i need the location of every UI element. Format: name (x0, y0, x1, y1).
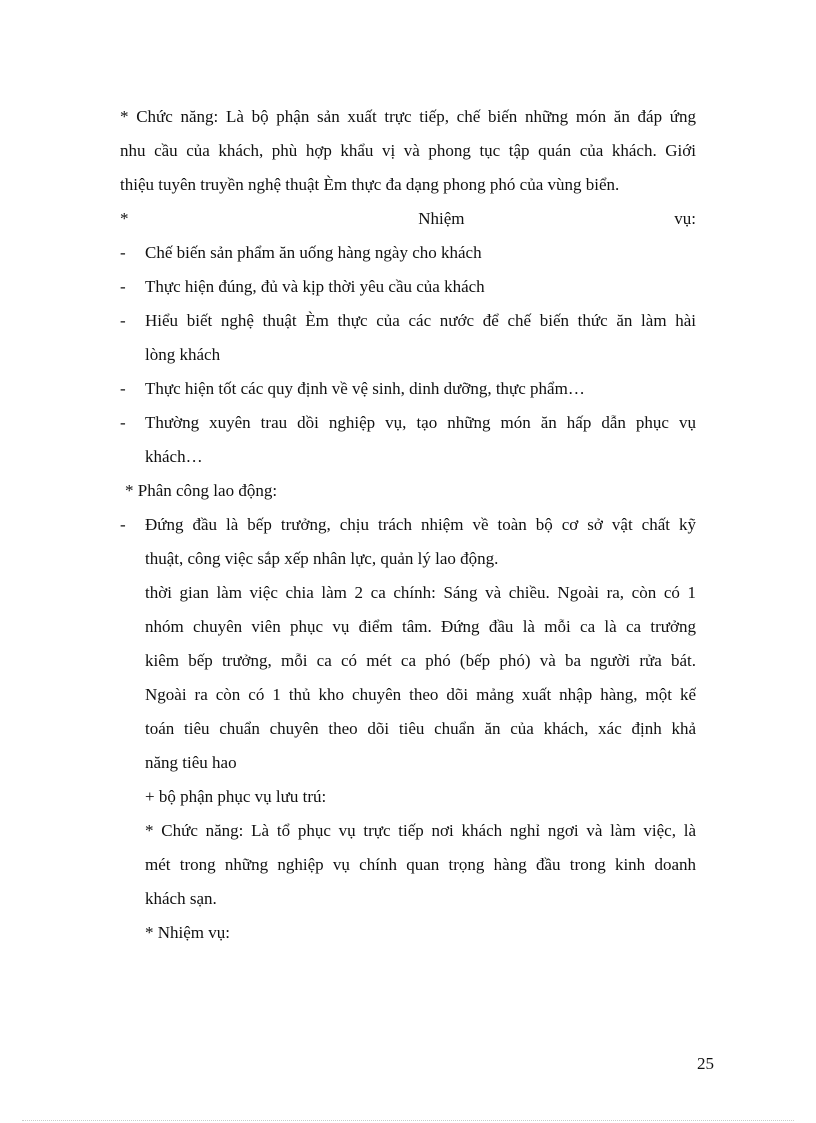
labor-heading: * Phân công lao động: (125, 481, 278, 500)
bullet-dash: - (120, 379, 126, 398)
duty-item (120, 406, 696, 440)
lodging-function-line-1: * Chức năng: Là tổ phục vụ trực tiếp nơi khách nghỉ ngơi và làm việc, là (145, 821, 696, 840)
duty-heading-word2: vụ: (674, 209, 696, 228)
bullet-dash: - (120, 311, 126, 330)
lodging-function-line-3: khách sạn. (145, 889, 217, 908)
duty-heading-word1: Nhiệm (418, 209, 465, 228)
page-bottom-divider (22, 1120, 794, 1121)
shift-line-2: nhóm chuyên viên phục vụ điểm tâm. Đứng đầu là mỗi ca là ca trưởng (145, 617, 696, 636)
duty-item-text: Thực hiện đúng, đủ và kịp thời yêu cầu của khách (145, 277, 485, 296)
labor-item-text: Đứng đầu là bếp trưởng, chịu trách nhiệm về toàn bộ cơ sở vật chất kỹ (145, 515, 696, 534)
shift-line-6: năng tiêu hao (145, 753, 237, 772)
bullet-dash: - (120, 413, 126, 432)
labor-item (120, 508, 696, 542)
labor-item-continuation: thuật, công việc sắp xếp nhân lực, quản lý lao động. (145, 549, 499, 568)
duty-item (120, 236, 696, 270)
duty-item-text: Chế biến sản phẩm ăn uống hàng ngày cho khách (145, 243, 482, 262)
function-line-3: thiệu tuyên truyền nghệ thuật Èm thực đa dạng phong phó của vùng biển. (120, 175, 620, 194)
bullet-dash: - (120, 243, 126, 262)
function-line-1: * Chức năng: Là bộ phận sản xuất trực tiếp, chế biến những món ăn đáp ứng (120, 107, 696, 126)
shift-line-4: Ngoài ra còn có 1 thủ kho chuyên theo dõi mảng xuất nhập hàng, một kế (145, 685, 696, 704)
duty-item-continuation: khách… (145, 447, 203, 466)
duty-heading (120, 202, 696, 236)
lodging-duty-heading: * Nhiệm vụ: (145, 923, 230, 942)
duty-heading-star: * (120, 209, 129, 228)
page-number: 25 (697, 1054, 714, 1073)
duty-item (120, 304, 696, 338)
duty-item-text: Thực hiện tốt các quy định về vệ sinh, dinh dưỡng, thực phẩm… (145, 379, 585, 398)
duty-item-text: Hiểu biết nghệ thuật Èm thực của các nước để chế biến thức ăn làm hài (145, 311, 696, 330)
duty-item (120, 372, 696, 406)
bullet-dash: - (120, 277, 126, 296)
duty-item-text: Thường xuyên trau dồi nghiệp vụ, tạo những món ăn hấp dẫn phục vụ (145, 413, 696, 432)
lodging-function-line-2: mét trong những nghiệp vụ chính quan trọng hàng đầu trong kinh doanh (145, 855, 696, 874)
duty-item (120, 270, 696, 304)
function-line-2: nhu cầu của khách, phù hợp khẩu vị và phong tục tập quán của khách. Giới (120, 141, 696, 160)
shift-line-1: thời gian làm việc chia làm 2 ca chính: Sáng và chiều. Ngoài ra, còn có 1 (145, 583, 696, 602)
lodging-heading: + bộ phận phục vụ lưu trú: (145, 787, 327, 806)
bullet-dash: - (120, 515, 126, 534)
page-body (120, 100, 696, 950)
duty-item-continuation: lòng khách (145, 345, 221, 364)
shift-line-5: toán tiêu chuẩn chuyên theo dõi tiêu chuẩn ăn của khách, xác định khả (145, 719, 696, 738)
shift-line-3: kiêm bếp trưởng, mỗi ca có mét ca phó (bếp phó) và ba người rửa bát. (145, 651, 696, 670)
